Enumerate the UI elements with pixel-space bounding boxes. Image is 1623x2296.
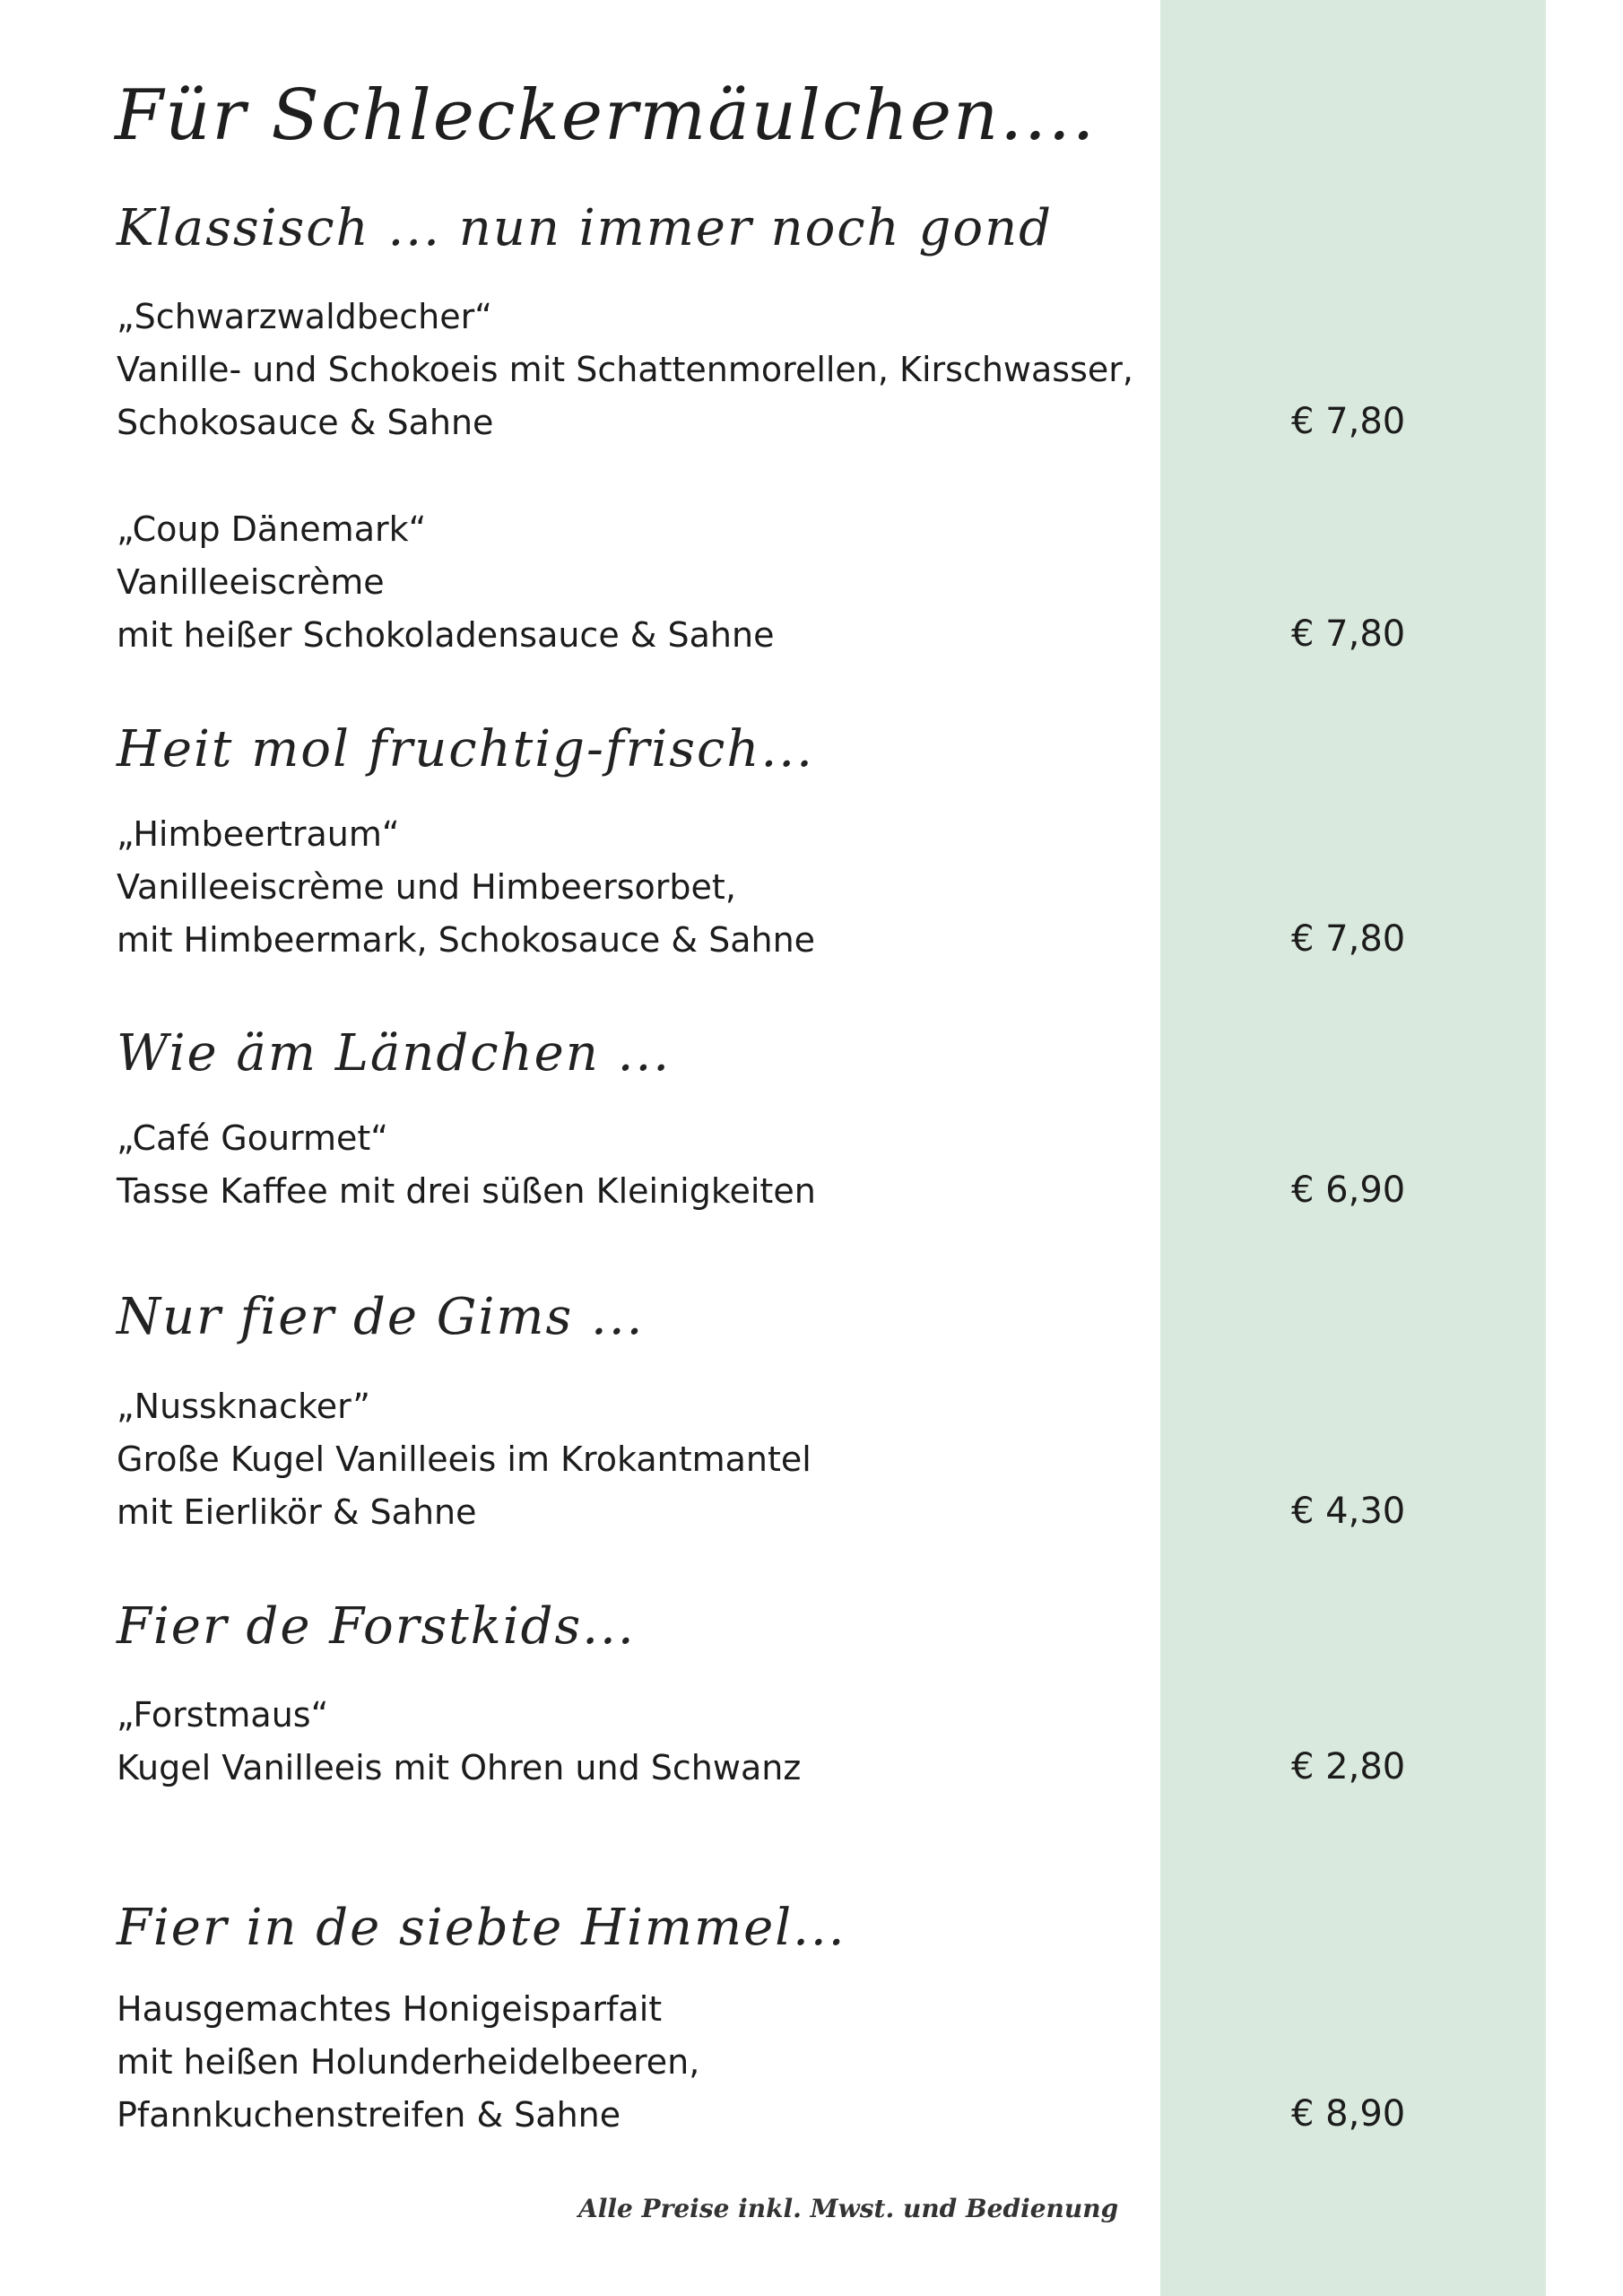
menu-title: Für Schleckermäulchen.... bbox=[115, 75, 1097, 156]
item-description: mit heißer Schokoladensauce & Sahne bbox=[117, 615, 775, 655]
item-description: Vanilleeiscrème bbox=[117, 562, 385, 602]
item-price: € 7,80 bbox=[1291, 918, 1406, 960]
item-name-nussknacker: „Nussknacker” bbox=[117, 1387, 370, 1426]
item-name-coup-daenemark: „Coup Dänemark“ bbox=[117, 509, 427, 549]
item-name-schwarzwaldbecher: „Schwarzwaldbecher“ bbox=[117, 297, 492, 336]
section-heading-forstkids: Fier de Forstkids... bbox=[117, 1597, 636, 1656]
item-price: € 8,90 bbox=[1291, 2093, 1406, 2135]
item-description: Kugel Vanilleeis mit Ohren und Schwanz bbox=[117, 1748, 802, 1787]
section-heading-siebte-himmel: Fier in de siebte Himmel... bbox=[117, 1899, 846, 1957]
section-heading-gims: Nur fier de Gims ... bbox=[117, 1288, 645, 1346]
item-description: Vanilleeiscrème und Himbeersorbet, bbox=[117, 867, 736, 907]
item-price: € 2,80 bbox=[1291, 1746, 1406, 1787]
item-description: mit Himbeermark, Schokosauce & Sahne bbox=[117, 920, 816, 960]
item-price: € 7,80 bbox=[1291, 613, 1406, 655]
item-name-cafe-gourmet: „Café Gourmet“ bbox=[117, 1118, 388, 1158]
green-price-column-band bbox=[1160, 0, 1546, 2296]
item-description: Pfannkuchenstreifen & Sahne bbox=[117, 2095, 621, 2135]
item-description: Schokosauce & Sahne bbox=[117, 403, 494, 442]
price-footnote: Alle Preise inkl. Mwst. und Bedienung bbox=[578, 2194, 1119, 2223]
item-price: € 4,30 bbox=[1291, 1491, 1406, 1532]
item-price: € 6,90 bbox=[1291, 1170, 1406, 1211]
item-name-himbeertraum: „Himbeertraum“ bbox=[117, 814, 400, 854]
item-description: Vanille- und Schokoeis mit Schattenmorellen, Kirschwasser, bbox=[117, 350, 1133, 389]
item-description: Große Kugel Vanilleeis im Krokantmantel bbox=[117, 1439, 812, 1479]
section-heading-fruchtig-frisch: Heit mol fruchtig-frisch... bbox=[117, 720, 814, 778]
item-description: Tasse Kaffee mit drei süßen Kleinigkeiten bbox=[117, 1171, 816, 1211]
item-description: mit Eierlikör & Sahne bbox=[117, 1492, 477, 1532]
item-name-honigeisparfait: Hausgemachtes Honigeisparfait bbox=[117, 1989, 663, 2029]
section-heading-klassisch: Klassisch ... nun immer noch gond bbox=[117, 199, 1054, 257]
item-name-forstmaus: „Forstmaus“ bbox=[117, 1695, 329, 1735]
section-heading-laendchen: Wie äm Ländchen ... bbox=[117, 1024, 672, 1083]
item-description: mit heißen Holunderheidelbeeren, bbox=[117, 2042, 700, 2082]
item-price: € 7,80 bbox=[1291, 401, 1406, 442]
